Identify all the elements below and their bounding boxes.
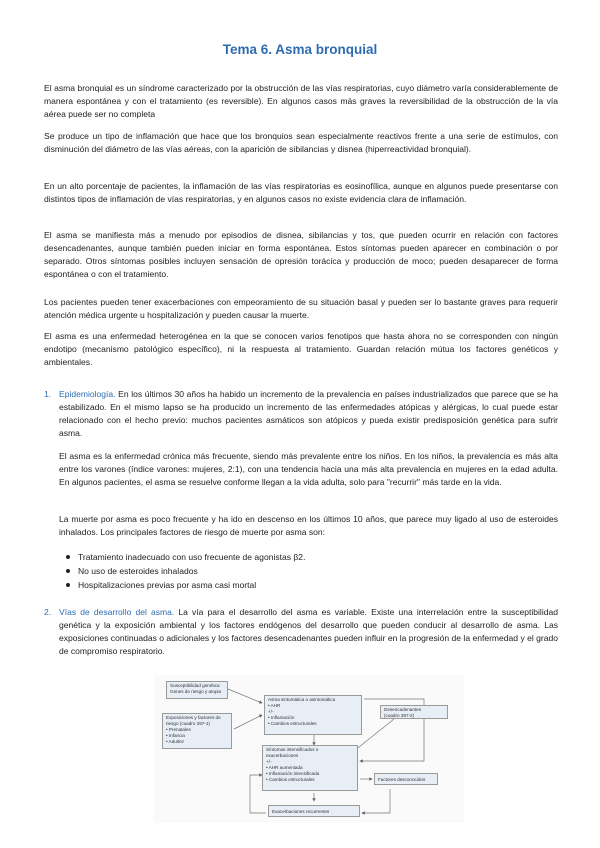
paragraph-definition: El asma bronquial es un síndrome caracterizado por la obstrucción de las vías respiratorias, cuyo diámetro varía considerablemente de manera espontánea y con el tratamiento (es reversible). En algunos casos más graves la reversibilidad de la obstrucción de la vía aérea puede ser no completa <box>44 83 558 119</box>
section-1-paragraph-2: El asma es la enfermedad crónica más frecuente, siendo más prevalente entre los niños. En los niños, la prevalencia es más alta entre los varones (índice varones: mujeres, 2:1), con una tendencia hacia una más alta prevalencia en mujeres en la edad adulta. En algunos pacientes, el asma se resuelve conforme llegan a la vida adulta, solo para "recurrir" más tarde en la vida. <box>59 451 558 487</box>
paragraph-inflammation: Se produce un tipo de inflamación que hace que los bronquios sean especialmente reactivos frente a una serie de estímulos, con disminución del diámetro de las vías aéreas, con la aparición de sibilancias y disnea (hiperreactividad bronquial). <box>44 131 558 154</box>
section-2-number: 2. <box>44 607 52 617</box>
genetic-susceptibility-box: Susceptibilidad genética Genes de riesgo y atopia <box>166 681 228 699</box>
paragraph-symptoms: El asma se manifiesta más a menudo por episodios de disnea, sibilancias y tos, que pueden ocurrir en relación con factores desencadenantes, aunque también pueden iniciar en forma espontánea. Estos síntomas pueden aparecer en combinación o por separado. Otros síntomas posibles incluyen sensación de opresión torácica y producción de moco; pueden desaparecer de forma espontánea o con el tratamiento. <box>44 230 558 279</box>
risk-factor-list <box>64 550 558 592</box>
unknown-factors-box: Factores desconocidos <box>374 773 438 785</box>
symptomatic-asthma-box: Asma sintomática o asintomática • AHR +/- • Inflamación • Cambios estructurales <box>264 695 362 735</box>
section-1-text: En los últimos 30 años ha habido un incremento de la prevalencia en países industrializados que parece que se ha estabilizado. En el mismo lapso se ha producido un incremento de las enfermedades atópicas y alérgicas, lo cual puede estar relacionado con el hecho previo: muchos pacientes asmáticos son atópicos y pueda existir predisposición genética para sufrir asma. <box>59 389 558 438</box>
section-1-number: 1. <box>44 389 52 399</box>
section-2-lead <box>59 606 558 658</box>
intensified-symptoms-box: Síntomas intensificados o exacerbaciones +/- • AHR aumentada • Inflamación intensificada • Cambios estructurales <box>262 745 358 791</box>
asthma-pathway-diagram <box>154 675 464 823</box>
paragraph-heterogeneity: El asma es una enfermedad heterogénea en la que se conocen varios fenotipos que hasta ahora no se corresponden con ningún endotipo (mecanismo patológico específico), ni la respuesta al tratamiento. Guardan relación mútua los factores genéticos y ambientales. <box>44 331 558 367</box>
paragraph-exacerbations: Los pacientes pueden tener exacerbaciones con empeoramiento de su situación basal y pueden ser lo bastante graves para requerir atención médica urgente u hospitalización y pueden causar la muerte. <box>44 297 558 320</box>
recurrent-exacerbations-box: Exacerbaciones recurrentes <box>268 805 360 817</box>
list-item: Tratamiento inadecuado con uso frecuente de agonistas β2. <box>64 550 558 564</box>
section-1-lead <box>59 388 558 440</box>
exposures-box: Exposiciones y factores de riesgo (cuadro 287-1) • Prenatales • Infancia • Adultez <box>162 713 232 749</box>
list-item: No uso de esteroides inhalados <box>64 564 558 578</box>
paragraph-eosinophilic: En un alto porcentaje de pacientes, la inflamación de las vías respiratorias es eosinofílica, aunque en algunos puede presentarse con distintos tipos de inflamación de vías respiratorias, y en algunos casos no existe evidencia clara de inflamación. <box>44 181 558 204</box>
triggers-box: Desencadenantes (cuadro 287-2) <box>380 705 448 719</box>
section-1-heading: Epidemiología. <box>59 389 116 399</box>
section-2-text: La vía para el desarrollo del asma es variable. Existe una interrelación entre la susceptibilidad genética y la exposición ambiental y los factores endógenos del desarrollo que pueden conducir al desarrollo de asma. Las exposiciones continuadas o adicionales y los factores desencadenantes pueden influir en la progresión de la enfermedad y el grado de compromiso respiratorio. <box>59 607 558 656</box>
section-1-paragraph-3: La muerte por asma es poco frecuente y ha ido en descenso en los últimos 10 años, que parece muy ligado al uso de esteroides inhalados. Los principales factores de riesgo de muerte por asma son: <box>59 514 558 537</box>
list-item: Hospitalizaciones previas por asma casi mortal <box>64 578 558 592</box>
section-2-heading: Vías de desarrollo del asma. <box>59 607 175 617</box>
page-title: Tema 6. Asma bronquial <box>222 42 378 57</box>
